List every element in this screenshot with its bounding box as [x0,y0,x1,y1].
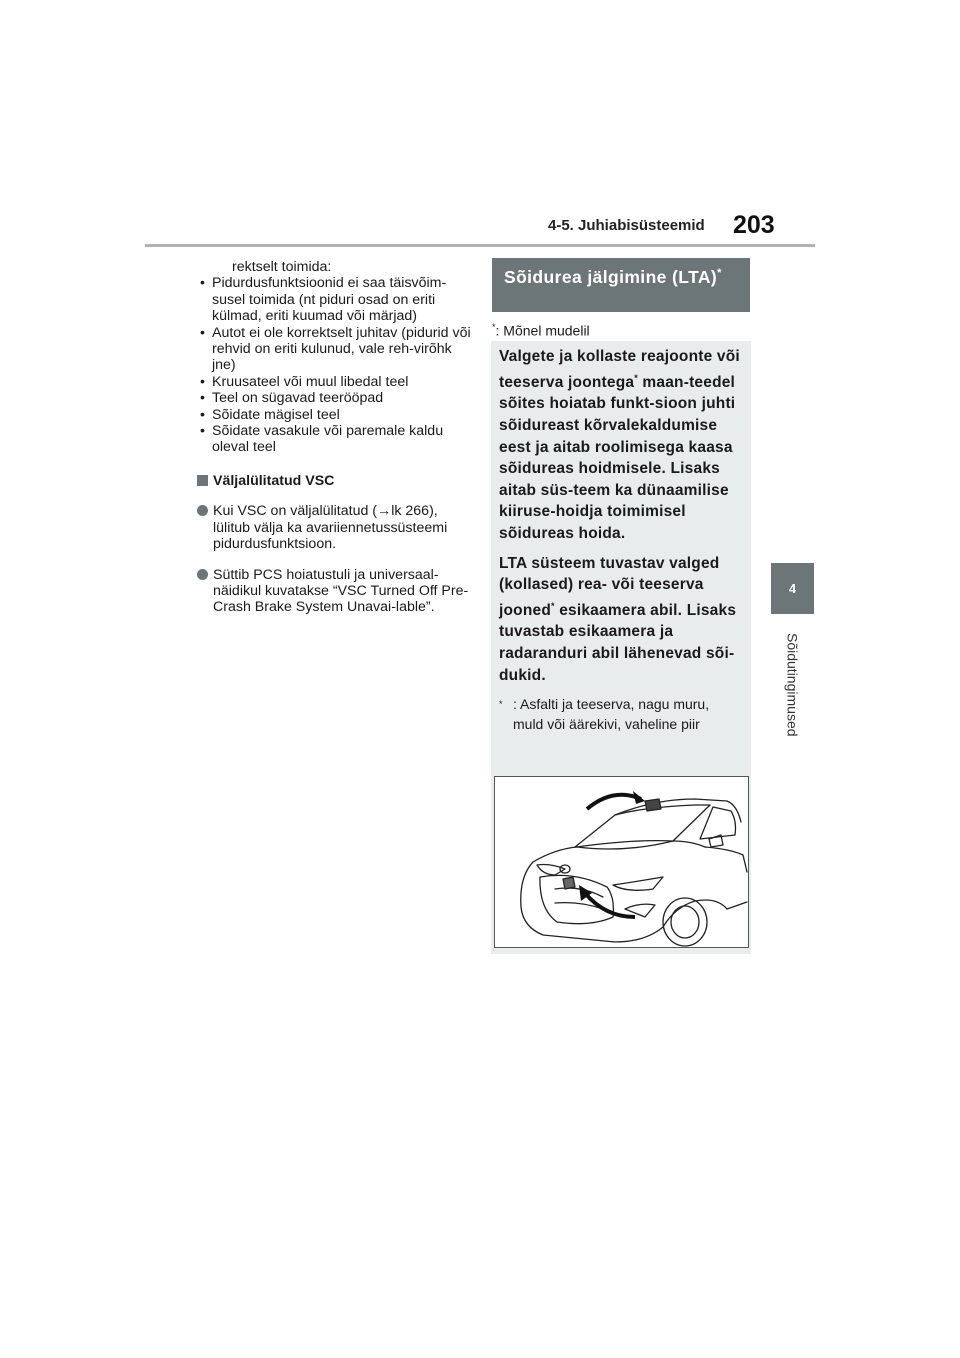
list-item: • Sõidate mägisel teel [200,406,340,423]
page-number: 203 [733,211,775,239]
info-footnote: * : Asfalti ja teeserva, nagu muru, muld või äärekivi, vaheline piir [499,696,710,733]
condition-list [197,275,472,455]
chapter-tab [771,563,814,614]
feature-title-box [492,258,750,312]
list-item: • Sõidate vasakule või paremale kaldu oleval teel [200,423,444,456]
model-footnote: *: Mõnel mudelil [492,322,590,339]
info-item: Süttib PCS hoiatustuli ja universaal-näidikul kuvatakse “VSC Turned Off Pre-Crash Brake System Unavai-lable”. [197,567,472,616]
list-item: • Autot ei ole korrektselt juhitav (pidurid või rehvid on eriti kulunud, vale reh-virõhk jne) [200,324,471,374]
car-camera-radar-icon [495,777,748,947]
list-item: • Pidurdusfunktsioonid ei saa täisvõim-susel toimida (nt piduri osad on eriti külmad, eriti kuumad või märjad) [200,275,447,325]
header-divider [145,244,815,247]
chapter-name-container [771,620,814,750]
info-paragraph: Valgete ja kollaste reajoonte või teeserva joontega* maan-teedel sõites hoiatab funkt-sioon juhti sõidureast kõrvalekaldumise eest ja aitab roolimisega kaasa sõidureas hoidmisele. Lisaks aitab süs-teem ka dünaamilise kiiruse-hoidja toimimisel sõidureas hoida. [499,348,740,542]
info-paragraph: LTA süsteem tuvastav valged (kollased) rea- või teeserva jooned* esikaamera abil. Lisaks tuvastab esikaamera ja radaranduri abil lähenevad sõi-dukid. [499,554,737,684]
circle-bullet-icon [197,505,208,516]
continuation-text: rektselt toimida: [232,259,332,275]
circle-bullet-icon [197,569,208,580]
info-item: Kui VSC on väljalülitatud (→lk 266), lülitub välja ka avariiennetussüsteemi pidurdusfunktsioon. [197,503,472,552]
chapter-name: Sõidutingimused [784,633,801,737]
left-column [197,259,472,616]
list-item: • Teel on sügavad teerööpad [200,390,384,407]
subheading: Väljalülitatud VSC [197,473,472,489]
list-item: • Kruusateel või muul libedal teel [200,373,409,390]
section-title: 4-5. Juhiabisüsteemid [548,217,705,234]
feature-title: Sõidurea jälgimine (LTA)* [504,266,722,287]
square-bullet-icon [197,475,208,486]
chapter-number: 4 [788,581,797,596]
car-illustration [494,776,749,948]
